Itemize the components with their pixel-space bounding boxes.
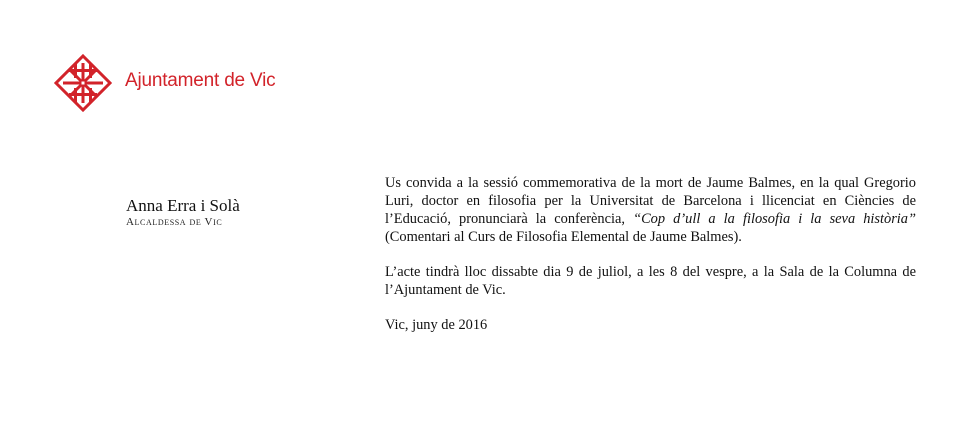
paragraph-line: L’acte tindrà lloc dissabte dia 9 de juliol, a les 8 del vespre, a la Sala de la Columna de xyxy=(385,264,916,280)
invitation-paragraph-1 xyxy=(385,174,916,246)
paragraph-line: l’Ajuntament de Vic. xyxy=(385,282,506,298)
vic-coat-of-arms-icon xyxy=(54,54,112,112)
paragraph-line xyxy=(385,210,916,228)
signer-title: Alcaldessa de Vic xyxy=(126,216,223,228)
signer-name: Anna Erra i Solà xyxy=(126,196,240,215)
organization-name: Ajuntament de Vic xyxy=(125,70,276,91)
invitation-paragraph-2 xyxy=(385,263,916,299)
closing-date: Vic, juny de 2016 xyxy=(385,317,488,333)
paragraph-text: l’Educació, pronunciarà la conferència, xyxy=(385,211,625,227)
signer-block xyxy=(126,196,240,229)
paragraph-line: (Comentari al Curs de Filosofia Elemental de Jaume Balmes). xyxy=(385,229,742,245)
paragraph-line: Luri, doctor en filosofia per la Universitat de Barcelona i llicenciat en Ciències de xyxy=(385,193,916,209)
lecture-title: “Cop d’ull a la filosofia i la seva història” xyxy=(633,211,916,227)
invitation-body xyxy=(385,174,916,351)
paragraph-line: Us convida a la sessió commemorativa de la mort de Jaume Balmes, en la qual Gregorio xyxy=(385,175,916,191)
